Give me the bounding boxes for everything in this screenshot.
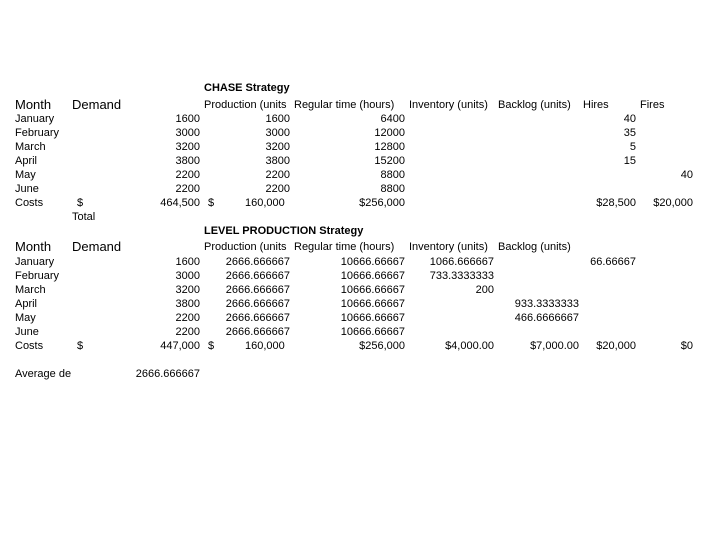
row-demand: 3000 bbox=[175, 270, 200, 282]
chase-backlog-header: Backlog (units) bbox=[498, 99, 571, 111]
row-month: February bbox=[15, 270, 60, 282]
level-month-header: Month bbox=[15, 239, 52, 254]
inventory-cost: $4,000.00 bbox=[445, 340, 494, 352]
level-title: LEVEL PRODUCTION Strategy bbox=[204, 225, 364, 237]
row-production: 2666.666667 bbox=[225, 284, 290, 296]
row-production: 2666.666667 bbox=[225, 312, 290, 324]
row-fires: 40 bbox=[680, 169, 693, 181]
total-cost: 464,500 bbox=[160, 197, 200, 209]
row-month: June bbox=[15, 326, 39, 338]
row-backlog: 466.6666667 bbox=[514, 312, 579, 324]
row-regular-time: 12800 bbox=[374, 141, 405, 153]
row-regular-time: 8800 bbox=[380, 183, 405, 195]
chase-production-header: Production (units bbox=[204, 99, 287, 111]
row-regular-time: 10666.66667 bbox=[340, 326, 405, 338]
row-regular-time: 10666.66667 bbox=[340, 312, 405, 324]
backlog-cost: $7,000.00 bbox=[530, 340, 579, 352]
level-demand-header: Demand bbox=[72, 239, 122, 254]
dollar-sign: $ bbox=[77, 197, 84, 209]
row-month: January bbox=[15, 113, 55, 125]
row-demand: 2200 bbox=[175, 312, 200, 324]
chase-inventory-header: Inventory (units) bbox=[409, 99, 488, 111]
regular-time-cost: $256,000 bbox=[359, 340, 405, 352]
row-demand: 1600 bbox=[175, 256, 200, 268]
row-month: April bbox=[15, 155, 38, 167]
row-production: 2666.666667 bbox=[225, 326, 290, 338]
total-cost: 447,000 bbox=[160, 340, 200, 352]
hires-cost: $28,500 bbox=[596, 197, 636, 209]
regular-time-cost: $256,000 bbox=[359, 197, 405, 209]
row-production: 2200 bbox=[265, 169, 290, 181]
row-inventory: 733.3333333 bbox=[429, 270, 494, 282]
row-month: January bbox=[15, 256, 55, 268]
total-label: Total bbox=[72, 211, 96, 223]
row-month: March bbox=[15, 284, 46, 296]
row-month: April bbox=[15, 298, 38, 310]
chase-hires-header: Hires bbox=[583, 99, 609, 111]
row-demand: 2200 bbox=[175, 326, 200, 338]
row-inventory: 1066.666667 bbox=[429, 256, 494, 268]
level-backlog-header: Backlog (units) bbox=[498, 241, 571, 253]
level-regular-time-header: Regular time (hours) bbox=[294, 241, 395, 253]
row-production: 2200 bbox=[265, 183, 290, 195]
row-demand: 3800 bbox=[175, 298, 200, 310]
row-regular-time: 6400 bbox=[380, 113, 405, 125]
row-hires: 15 bbox=[623, 155, 636, 167]
row-hires: 5 bbox=[629, 141, 636, 153]
row-backlog: 933.3333333 bbox=[514, 298, 579, 310]
row-demand: 1600 bbox=[175, 113, 200, 125]
production-cost: 160,000 bbox=[245, 340, 285, 352]
row-month: June bbox=[15, 183, 39, 195]
row-production: 2666.666667 bbox=[225, 270, 290, 282]
average-demand-label: Average de bbox=[15, 368, 71, 380]
row-month: February bbox=[15, 127, 60, 139]
chase-regular-time-header: Regular time (hours) bbox=[294, 99, 395, 111]
row-month: March bbox=[15, 141, 46, 153]
hires-cost: $20,000 bbox=[596, 340, 636, 352]
row-hires: 40 bbox=[623, 113, 636, 125]
costs-label: Costs bbox=[15, 340, 44, 352]
row-demand: 3000 bbox=[175, 127, 200, 139]
level-production-header: Production (units bbox=[204, 241, 287, 253]
row-hires: 35 bbox=[623, 127, 636, 139]
row-regular-time: 8800 bbox=[380, 169, 405, 181]
dollar-sign: $ bbox=[208, 197, 215, 209]
row-month: May bbox=[15, 169, 36, 181]
row-demand: 2200 bbox=[175, 183, 200, 195]
level-inventory-header: Inventory (units) bbox=[409, 241, 488, 253]
row-production: 2666.666667 bbox=[225, 256, 290, 268]
row-demand: 2200 bbox=[175, 169, 200, 181]
chase-fires-header: Fires bbox=[640, 99, 665, 111]
chase-title: CHASE Strategy bbox=[204, 82, 290, 94]
chase-month-header: Month bbox=[15, 97, 52, 112]
row-demand: 3200 bbox=[175, 284, 200, 296]
fires-cost: $0 bbox=[680, 340, 693, 352]
row-demand: 3800 bbox=[175, 155, 200, 167]
row-demand: 3200 bbox=[175, 141, 200, 153]
row-hires: 66.66667 bbox=[590, 256, 636, 268]
dollar-sign: $ bbox=[208, 340, 215, 352]
row-inventory: 200 bbox=[475, 284, 494, 296]
row-production: 3000 bbox=[265, 127, 290, 139]
row-month: May bbox=[15, 312, 36, 324]
row-production: 1600 bbox=[265, 113, 290, 125]
dollar-sign: $ bbox=[77, 340, 84, 352]
row-regular-time: 10666.66667 bbox=[340, 298, 405, 310]
row-regular-time: 12000 bbox=[374, 127, 405, 139]
production-cost: 160,000 bbox=[245, 197, 285, 209]
row-regular-time: 10666.66667 bbox=[340, 284, 405, 296]
chase-demand-header: Demand bbox=[72, 97, 122, 112]
row-production: 2666.666667 bbox=[225, 298, 290, 310]
row-regular-time: 10666.66667 bbox=[340, 256, 405, 268]
fires-cost: $20,000 bbox=[653, 197, 693, 209]
average-demand-value: 2666.666667 bbox=[135, 368, 200, 380]
row-production: 3200 bbox=[265, 141, 290, 153]
row-regular-time: 15200 bbox=[374, 155, 405, 167]
row-production: 3800 bbox=[265, 155, 290, 167]
costs-label: Costs bbox=[15, 197, 44, 209]
row-regular-time: 10666.66667 bbox=[340, 270, 405, 282]
